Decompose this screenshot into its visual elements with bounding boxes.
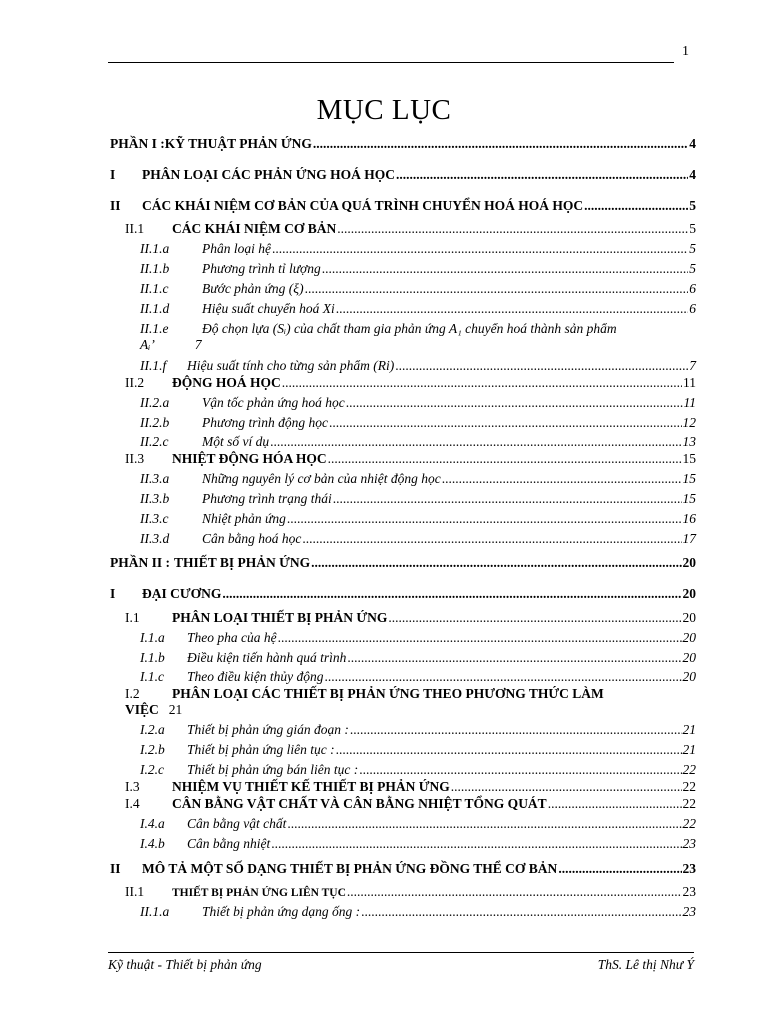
toc-entry-item[interactable]: II.3.b Phương trình trạng thái ..... 15 xyxy=(140,491,696,507)
dot-leader xyxy=(336,301,689,317)
toc-entry-section-1[interactable]: I PHÂN LOẠI CÁC PHẢN ỨNG HOÁ HỌC ..... 4 xyxy=(110,167,696,183)
toc-entry-item[interactable]: II.1.a Thiết bị phản ứng dạng ống : ..... 23 xyxy=(140,904,696,920)
dot-leader xyxy=(313,136,688,152)
dot-leader xyxy=(347,884,682,900)
toc-entry-section-2[interactable]: II MÔ TẢ MỘT SỐ DẠNG THIẾT BỊ PHẢN ỨNG ĐỒNG THỂ CƠ BẢN ..... 23 xyxy=(110,861,696,877)
toc-entry-continuation: VIỆC 21 xyxy=(125,702,183,717)
dot-leader xyxy=(270,434,681,450)
toc-title: MỤC LỤC xyxy=(316,94,452,126)
dot-leader xyxy=(388,610,681,626)
toc-entry-item[interactable]: II.2.c Một số ví dụ ..... 13 xyxy=(140,434,696,450)
dot-leader xyxy=(305,281,689,297)
dot-leader xyxy=(336,742,682,758)
toc-entry-subsection[interactable]: I.1 PHÂN LOẠI THIẾT BỊ PHẢN ỨNG ..... 20 xyxy=(125,610,696,626)
toc-entry-item[interactable]: II.1.a Phân loại hệ ..... 5 xyxy=(140,241,696,257)
toc-entry-subsection[interactable]: II.1 THIẾT BỊ PHẢN ỨNG LIÊN TỤC ..... 23 xyxy=(125,884,696,901)
toc-entry-subsection[interactable]: I.3 NHIỆM VỤ THIẾT KẾ THIẾT BỊ PHẢN ỨNG ..... 22 xyxy=(125,779,696,795)
toc-entry-item[interactable]: II.2.b Phương trình động học ..... 12 xyxy=(140,415,696,431)
toc-entry-item[interactable]: II.3.d Cân bằng hoá học ..... 17 xyxy=(140,531,696,547)
toc-entry-subsection[interactable]: I.4 CÂN BẰNG VẬT CHẤT VÀ CÂN BẰNG NHIỆT TỔNG QUÁT ..... 22 xyxy=(125,796,696,812)
dot-leader xyxy=(328,451,682,467)
dot-leader xyxy=(287,511,682,527)
toc-entry-item[interactable]: I.2.b Thiết bị phản ứng liên tục : ..... 21 xyxy=(140,742,696,758)
dot-leader xyxy=(584,198,688,214)
dot-leader xyxy=(333,491,682,507)
toc-entry-section-1[interactable]: I ĐẠI CƯƠNG ..... 20 xyxy=(110,586,696,602)
dot-leader xyxy=(395,358,688,374)
toc-entry-item[interactable]: II.1.b Phương trình tỉ lượng ..... 5 xyxy=(140,261,696,277)
dot-leader xyxy=(548,796,682,812)
dot-leader xyxy=(442,471,682,487)
dot-leader xyxy=(222,586,681,602)
toc-entry-item-wrapped[interactable]: II.1.e Độ chọn lựa (Sᵢ) của chất tham gia phản ứng A₁ chuyển hoá thành sản phẩm xyxy=(140,321,617,336)
dot-leader xyxy=(287,816,681,832)
toc-entry-item[interactable]: II.1.d Hiệu suất chuyển hoá Xi ..... 6 xyxy=(140,301,696,317)
dot-leader xyxy=(302,531,681,547)
dot-leader xyxy=(346,395,683,411)
dot-leader xyxy=(451,779,682,795)
toc-entry-subsection[interactable]: II.3 NHIỆT ĐỘNG HÓA HỌC ..... 15 xyxy=(125,451,696,467)
dot-leader xyxy=(322,261,688,277)
dot-leader xyxy=(282,375,682,391)
toc-entry-item[interactable]: I.4.b Cân bằng nhiệt ..... 23 xyxy=(140,836,696,852)
dot-leader xyxy=(396,167,688,183)
toc-entry-part-1[interactable]: PHẦN I : KỸ THUẬT PHẢN ỨNG ..... 4 xyxy=(110,136,696,152)
dot-leader xyxy=(271,836,681,852)
toc-entry-subsection-wrapped[interactable]: I.2 PHÂN LOẠI CÁC THIẾT BỊ PHẢN ỨNG THEO PHƯƠNG THỨC LÀM xyxy=(125,686,604,701)
dot-leader xyxy=(311,555,681,571)
dot-leader xyxy=(324,669,681,685)
toc-entry-item[interactable]: II.2.a Vận tốc phản ứng hoá học ..... 11 xyxy=(140,395,696,411)
page-number: 1 xyxy=(682,44,689,59)
toc-entry-subsection[interactable]: II.1 CÁC KHÁI NIỆM CƠ BẢN ..... 5 xyxy=(125,221,696,237)
toc-entry-item[interactable]: II.1.c Bước phản ứng (ξ) ..... 6 xyxy=(140,281,696,297)
dot-leader xyxy=(350,722,682,738)
toc-entry-continuation: Aᵢ’ 7 xyxy=(140,337,202,352)
toc-entry-item[interactable]: I.4.a Cân bằng vật chất ..... 22 xyxy=(140,816,696,832)
dot-leader xyxy=(347,650,681,666)
toc-entry-item[interactable]: II.1.f Hiệu suất tính cho từng sản phẩm (Ri) ..... 7 xyxy=(140,358,696,374)
footer-author: ThS. Lê thị Như Ý xyxy=(597,957,694,972)
dot-leader xyxy=(361,904,681,920)
toc-entry-item[interactable]: I.1.b Điều kiện tiến hành quá trình ..... 20 xyxy=(140,650,696,666)
toc-entry-item[interactable]: II.3.a Những nguyên lý cơ bản của nhiệt động học ..... 15 xyxy=(140,471,696,487)
toc-entry-item[interactable]: I.1.a Theo pha của hệ ..... 20 xyxy=(140,630,696,646)
dot-leader xyxy=(329,415,682,431)
toc-entry-subsection[interactable]: II.2 ĐỘNG HOÁ HỌC ..... 11 xyxy=(125,375,696,391)
dot-leader xyxy=(278,630,682,646)
dot-leader xyxy=(558,861,681,877)
dot-leader xyxy=(272,241,688,257)
footer-course-title: Kỹ thuật - Thiết bị phản ứng xyxy=(108,957,262,972)
toc-entry-item[interactable]: II.3.c Nhiệt phản ứng ..... 16 xyxy=(140,511,696,527)
dot-leader xyxy=(337,221,688,237)
toc-entry-item[interactable]: I.2.a Thiết bị phản ứng gián đoạn : ..... 21 xyxy=(140,722,696,738)
toc-entry-section-2[interactable]: II CÁC KHÁI NIỆM CƠ BẢN CỦA QUÁ TRÌNH CHUYỂN HOÁ HOÁ HỌC ..... 5 xyxy=(110,198,696,214)
toc-entry-item[interactable]: I.1.c Theo điều kiện thủy động ..... 20 xyxy=(140,669,696,685)
toc-entry-item[interactable]: I.2.c Thiết bị phản ứng bán liên tục : ..... 22 xyxy=(140,762,696,778)
footer-rule xyxy=(108,952,694,953)
toc-entry-part-2[interactable]: PHẦN II : THIẾT BỊ PHẢN ỨNG ..... 20 xyxy=(110,555,696,571)
dot-leader xyxy=(359,762,681,778)
